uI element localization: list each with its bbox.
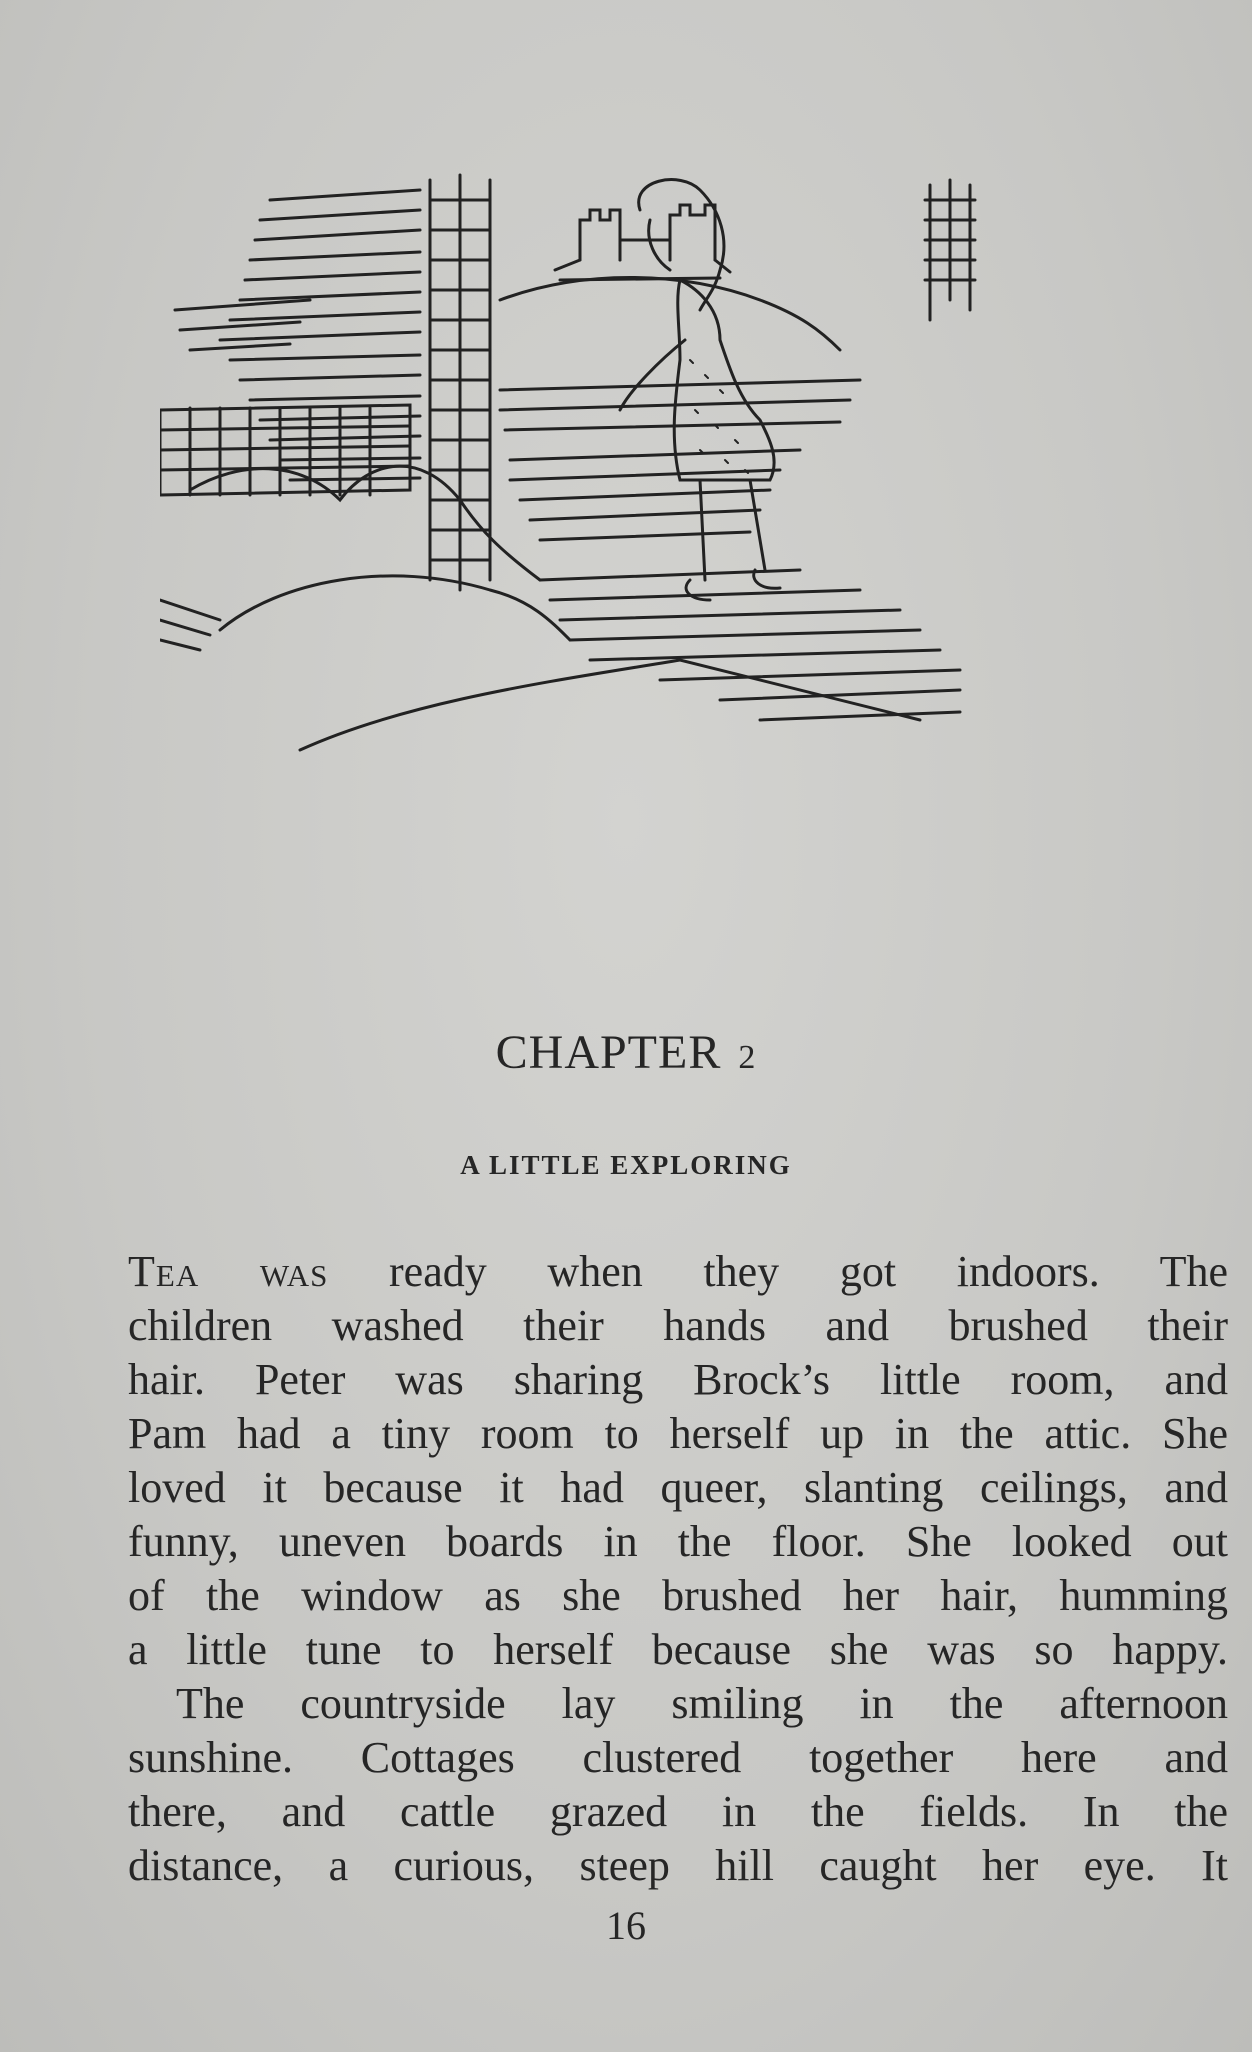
text-line: there, and cattle grazed in the fields. In the [128, 1787, 1228, 1836]
chapter-heading [0, 1025, 1252, 1080]
chapter-title: A LITTLE EXPLORING [460, 1150, 792, 1180]
text-line: distance, a curious, steep hill caught her eye. It [128, 1841, 1228, 1890]
window-post-right [925, 180, 975, 320]
text-line: a little tune to herself because she was so happy. [128, 1625, 1228, 1674]
hill [500, 278, 840, 351]
opening-word: was [259, 1247, 329, 1296]
chapter-label: CHAPTER [495, 1026, 722, 1079]
castle [555, 205, 730, 280]
opening-word: Tea [128, 1247, 200, 1296]
chapter-number: 2 [738, 1039, 757, 1076]
wall-hatching [175, 190, 420, 480]
dress-pattern [690, 360, 748, 473]
text-line: loved it because it had queer, slanting ceilings, and [128, 1463, 1228, 1512]
line-text: ready when they got indoors. The [389, 1247, 1229, 1296]
chapter-illustration [160, 160, 1210, 920]
page-number: 16 [606, 1903, 646, 1948]
bedding-lower [220, 576, 570, 640]
bedding-upper [190, 466, 540, 580]
text-line: of the window as she brushed her hair, humming [128, 1571, 1228, 1620]
window-sill [500, 380, 860, 540]
text-line [128, 1245, 1228, 1299]
text-line: Pam had a tiny room to herself up in the attic. She [128, 1409, 1228, 1458]
body-text [128, 1245, 1228, 1893]
text-line: funny, uneven boards in the floor. She looked out [128, 1517, 1228, 1566]
floor-boards [160, 570, 960, 720]
text-line: The countryside lay smiling in the afternoon [176, 1679, 1228, 1728]
text-line: hair. Peter was sharing Brock’s little room, and [128, 1355, 1228, 1404]
text-line: sunshine. Cottages clustered together here and [128, 1733, 1228, 1782]
text-line: children washed their hands and brushed their [128, 1301, 1228, 1350]
